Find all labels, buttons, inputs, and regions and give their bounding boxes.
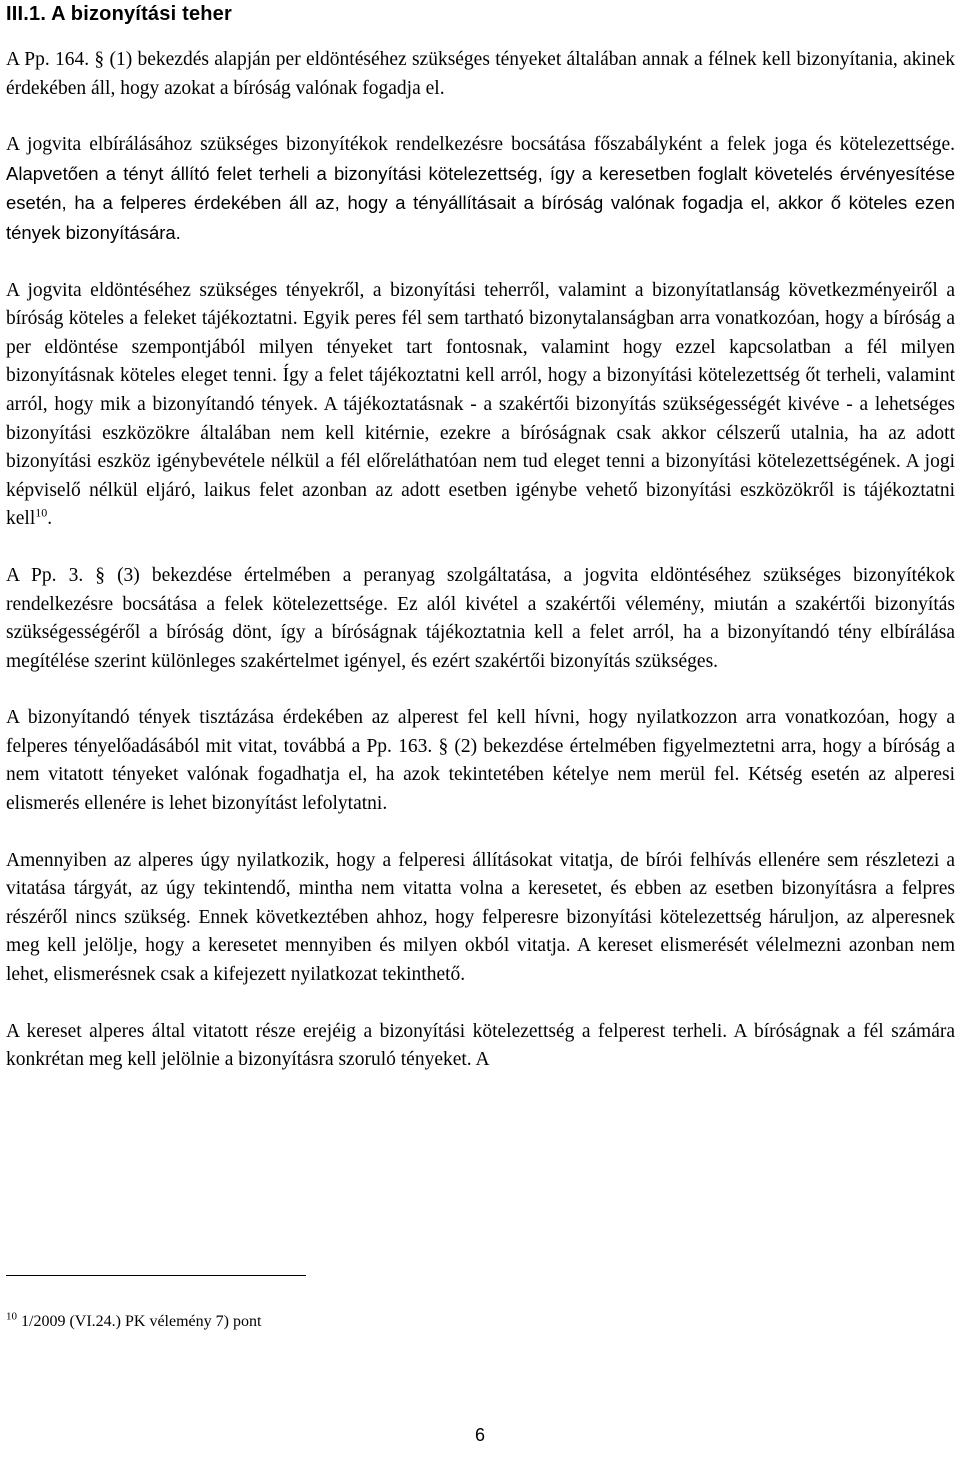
paragraph-3 (6, 277, 955, 534)
paragraph-5: A bizonyítandó tények tisztázása érdekében az alperest fel kell hívni, hogy nyilatkozzon arra vonatkozóan, hogy a felperes tényelőadásából mit vitat, továbbá a Pp. 163. § (2) bekezdése értelmében figyelmeztetni arra, hogy a bíróság a nem vitatott tényeket valónak fogadhatja el, ha azok tekintetében kételye nem merül fel. Kétség esetén az alperesi elismerés ellenére is lehet bizonyítást lefolytatni. (6, 707, 955, 815)
footnote-separator (6, 1275, 306, 1276)
paragraph-6: Amennyiben az alperes úgy nyilatkozik, hogy a felperesi állításokat vitatja, de bírói felhívás ellenére sem részletezi a vitatása tárgyát, az úgy tekintendő, mintha nem vitatta volna a keresetet, és ebben az esetben bizonyításra a felpres részéről nincs szükség. Ennek következtében ahhoz, hogy felperesre bizonyítási kötelezettség háruljon, az alperesnek meg kell jelölje, hogy a keresetet mennyiben és milyen okból vitatja. A kereset elismerését vélelmezni azonban nem lehet, elismerésnek csak a kifejezett nyilatkozat tekinthető. (6, 849, 955, 986)
footnote (6, 1312, 261, 1332)
paragraph-3-end: . (47, 508, 53, 530)
footnote-reference[interactable]: 10 (35, 505, 48, 520)
document-page (6, 0, 955, 1075)
paragraph-2-sentence-2: Alapvetően a tényt állító felet terheli a bizonyítási kötelezettség, így a keresetben foglalt követelés érvényesítése esetén, ha a felperes érdekében áll az, hogy a tényállításait a bíróság valónak fogadja el, akkor ő köteles ezen tények bizonyítására. (6, 162, 955, 243)
page-number: 6 (474, 1425, 485, 1445)
paragraph-4: A Pp. 3. § (3) bekezdése értelmében a peranyag szolgáltatása, a jogvita eldöntéséhez szükséges bizonyítékok rendelkezésre bocsátása a felek kötelezettsége. Ez alól kivétel a szakértői vélemény, miután a szakértői bizonyítás szükségességéről a bíróság dönt, így a bíróságnak tájékoztatnia kell a felet arról, ha a bizonyítandó tény elbírálása megítélése szerint különleges szakértelmet igényel, és ezért szakértői bizonyítás szükséges. (6, 564, 955, 672)
paragraph-3-text: A jogvita eldöntéséhez szükséges tényekről, a bizonyítási teherről, valamint a bizonyítatlanság következményeiről a bíróság köteles a feleket tájékoztatni. Egyik peres fél sem tartható bizonytalanságban arra vonatkozóan, hogy a bíróság a per eldöntése szempontjából milyen tényeket tart fontosnak, valamint hogy ezzel kapcsolatban a fél milyen bizonyításnak köteles eleget tenni. Így a felet tájékoztatni kell arról, hogy a bizonyítási kötelezettség őt terheli, valamint arról, hogy mik a bizonyítandó tények. A tájékoztatásnak - a szakértői bizonyítás szükségességét kivéve - a lehetséges bizonyítási eszközökre általában nem kell kitérnie, ezekre a bíróságnak csak akkor célszerű utalnia, ha az adott bizonyítási eszköz igénybevétele nélkül a fél előreláthatóan nem tud eleget tenni a bizonyítási kötelezettségének. A jogi képviselő nélkül eljáró, laikus felet azonban az adott esetben igénybe vehető bizonyítási eszközökről is tájékoztatni kell (6, 279, 955, 530)
section-heading: III.1. A bizonyítási teher (6, 3, 232, 25)
paragraph-2-sentence-1: A jogvita elbírálásához szükséges bizonyítékok rendelkezésre bocsátása főszabályként a felek joga és kötelezettsége. (6, 134, 955, 156)
paragraph-2 (6, 131, 955, 248)
paragraph-1: A Pp. 164. § (1) bekezdés alapján per eldöntéséhez szükséges tényeket általában annak a félnek kell bizonyítania, akinek érdekében áll, hogy azokat a bíróság valónak fogadja el. (6, 49, 955, 99)
paragraph-7: A kereset alperes által vitatott része erejéig a bizonyítási kötelezettség a felperest terheli. A bíróságnak a fél számára konkrétan meg kell jelölnie a bizonyításra szoruló tényeket. A (6, 1020, 955, 1071)
footnote-text: 1/2009 (VI.24.) PK vélemény 7) pont (17, 1313, 262, 1330)
footnote-marker: 10 (6, 1310, 17, 1323)
